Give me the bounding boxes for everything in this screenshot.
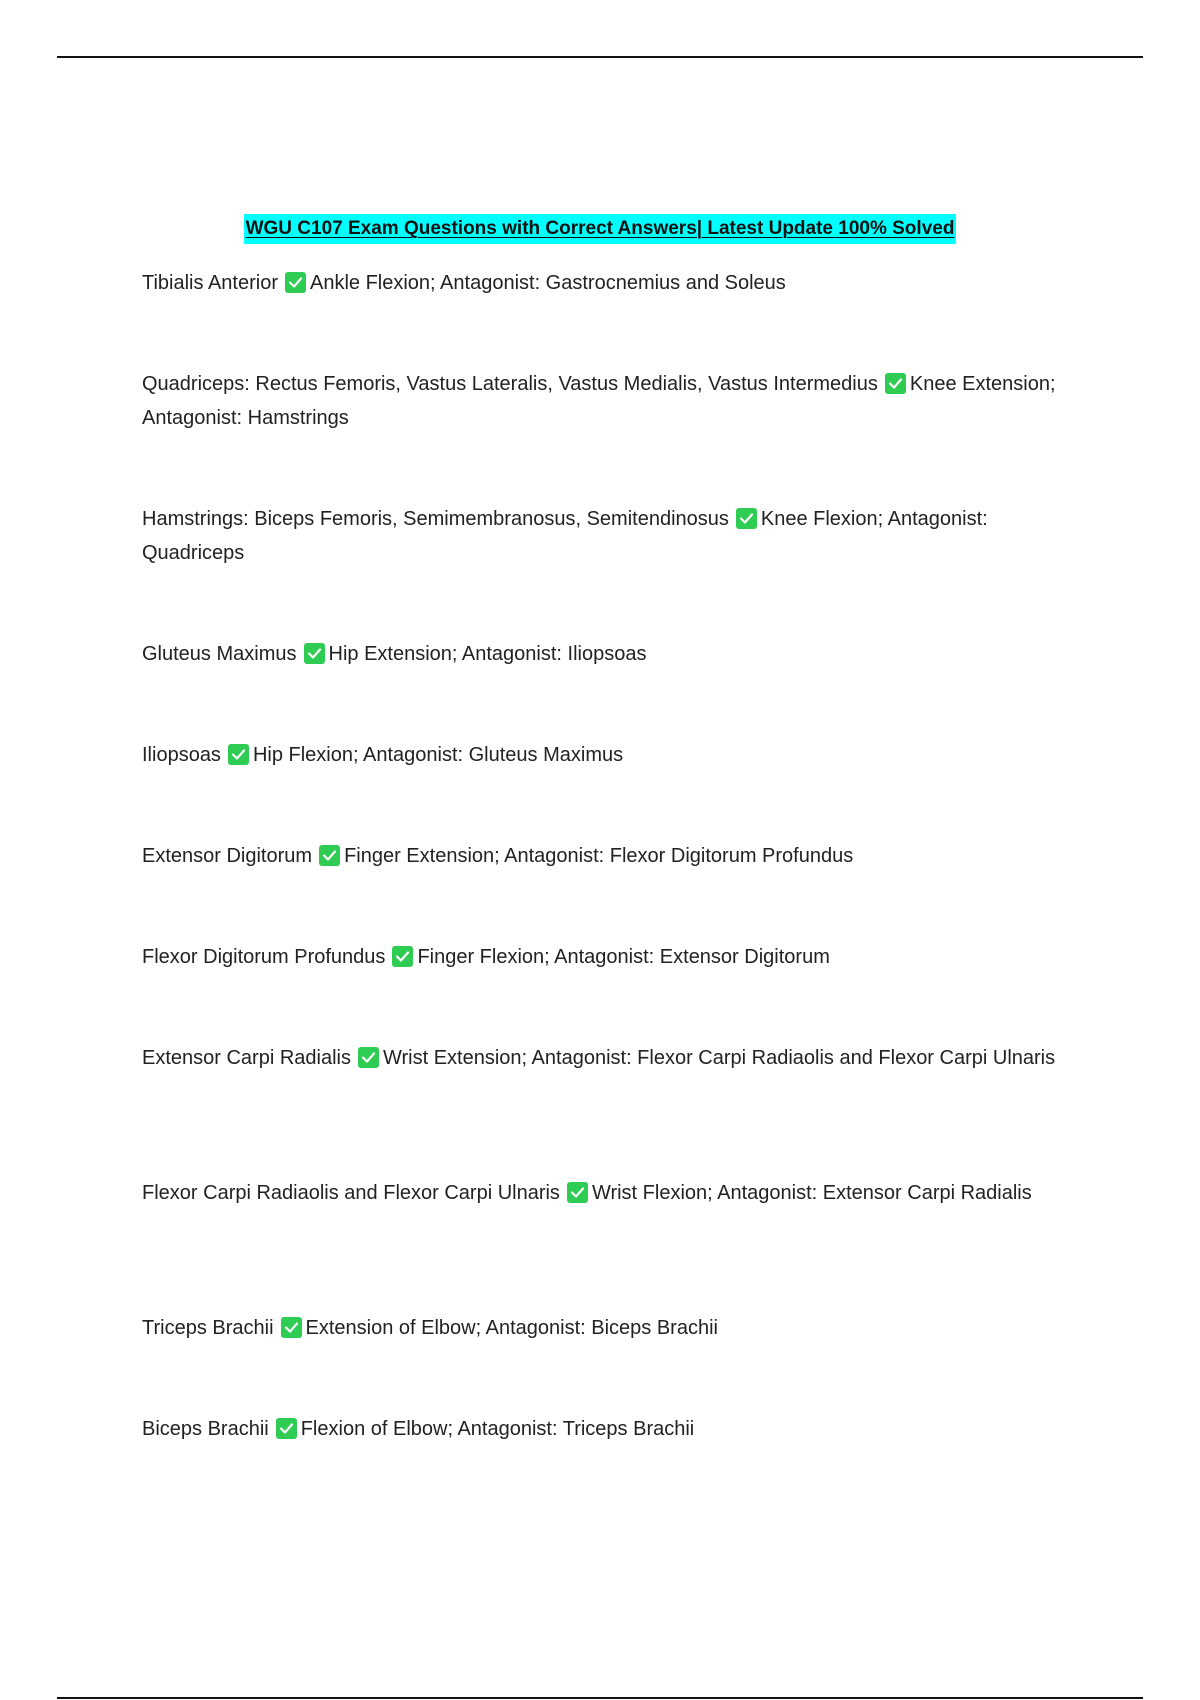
qa-item xyxy=(142,839,1072,940)
qa-term: Triceps Brachii xyxy=(142,1317,274,1339)
qa-list xyxy=(142,266,1072,1513)
qa-item xyxy=(142,1176,1072,1311)
qa-answer: Finger Extension; Antagonist: Flexor Digitorum Profundus xyxy=(344,845,854,867)
qa-term: Flexor Carpi Radiaolis and Flexor Carpi Ulnaris xyxy=(142,1182,560,1204)
check-mark-icon xyxy=(358,1047,379,1068)
check-mark-icon xyxy=(304,643,325,664)
footer-divider xyxy=(57,1697,1143,1699)
qa-answer: Hip Flexion; Antagonist: Gluteus Maximus xyxy=(252,744,624,766)
qa-term: Extensor Carpi Radialis xyxy=(142,1047,351,1069)
qa-term: Flexor Digitorum Profundus xyxy=(142,946,386,968)
check-mark-icon xyxy=(285,272,306,293)
check-mark-icon xyxy=(392,946,413,967)
check-mark-icon xyxy=(228,744,249,765)
check-mark-icon xyxy=(885,373,906,394)
qa-term: Tibialis Anterior xyxy=(142,272,278,294)
qa-answer: Finger Flexion; Antagonist: Extensor Digitorum xyxy=(417,946,830,968)
qa-answer: Knee Extension; Antagonist: Hamstrings xyxy=(142,373,1056,429)
qa-item xyxy=(142,266,1072,367)
qa-item xyxy=(142,367,1072,502)
check-mark-icon xyxy=(736,508,757,529)
qa-item xyxy=(142,1412,1072,1513)
header-divider xyxy=(57,56,1143,58)
check-mark-icon xyxy=(567,1182,588,1203)
qa-term: Quadriceps: Rectus Femoris, Vastus Lateralis, Vastus Medialis, Vastus Intermedius xyxy=(142,373,878,395)
document-title: WGU C107 Exam Questions with Correct Answers| Latest Update 100% Solved xyxy=(244,214,957,244)
check-mark-icon xyxy=(281,1317,302,1338)
qa-item xyxy=(142,637,1072,738)
qa-term: Hamstrings: Biceps Femoris, Semimembranosus, Semitendinosus xyxy=(142,508,729,530)
qa-term: Extensor Digitorum xyxy=(142,845,313,867)
qa-answer: Extension of Elbow; Antagonist: Biceps Brachii xyxy=(305,1317,718,1339)
qa-item xyxy=(142,1311,1072,1412)
qa-item xyxy=(142,502,1072,637)
qa-item xyxy=(142,738,1072,839)
check-mark-icon xyxy=(276,1418,297,1439)
title-container xyxy=(0,214,1200,244)
qa-item xyxy=(142,1041,1072,1176)
qa-item xyxy=(142,940,1072,1041)
qa-answer: Wrist Flexion; Antagonist: Extensor Carpi Radialis xyxy=(591,1182,1032,1204)
qa-answer: Flexion of Elbow; Antagonist: Triceps Brachii xyxy=(300,1418,695,1440)
qa-answer: Hip Extension; Antagonist: Iliopsoas xyxy=(328,643,647,665)
qa-term: Gluteus Maximus xyxy=(142,643,297,665)
qa-answer: Knee Flexion; Antagonist: Quadriceps xyxy=(142,508,988,564)
qa-answer: Wrist Extension; Antagonist: Flexor Carpi Radiaolis and Flexor Carpi Ulnaris xyxy=(382,1047,1056,1069)
qa-answer: Ankle Flexion; Antagonist: Gastrocnemius and Soleus xyxy=(309,272,786,294)
qa-term: Iliopsoas xyxy=(142,744,221,766)
check-mark-icon xyxy=(319,845,340,866)
qa-term: Biceps Brachii xyxy=(142,1418,269,1440)
